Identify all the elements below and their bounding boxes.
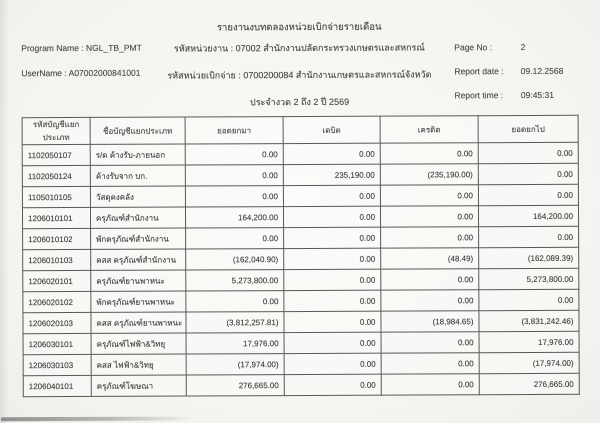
table-row — [22, 184, 578, 207]
account-code-cell: 1206030103 — [23, 354, 91, 375]
report-date-line — [454, 66, 563, 76]
table-row — [23, 226, 579, 249]
report-meta-left — [21, 43, 142, 94]
amount-cell: (17,974.00) — [479, 352, 579, 373]
account-code-cell: 1206010102 — [23, 228, 91, 249]
account-code-cell: 1206010101 — [22, 207, 90, 228]
account-name-cell: ครุภัณฑ์สำนักงาน — [90, 207, 185, 228]
table-row — [22, 205, 578, 228]
amount-cell: 0.00 — [380, 143, 478, 164]
amount-cell: 5,273,800.00 — [479, 268, 579, 289]
account-code-cell: 1206020102 — [23, 291, 91, 312]
account-code-cell: 1206010103 — [23, 249, 91, 270]
account-name-cell: ร/ด ค้างรับ-ภายนอก — [90, 144, 185, 165]
report-date-label: Report date : — [454, 66, 504, 77]
amount-cell: 0.00 — [381, 269, 479, 290]
column-header: รหัสบัญชีแยกประเภท — [22, 117, 90, 144]
amount-cell: 0.00 — [185, 144, 283, 165]
amount-cell: 0.00 — [380, 206, 478, 227]
amount-cell: (3,831,242.46) — [479, 310, 579, 331]
column-header: เครดิต — [380, 116, 478, 143]
amount-cell: 0.00 — [284, 290, 381, 311]
account-code-cell: 1105010105 — [22, 186, 90, 207]
page-no-value: 2 — [520, 42, 526, 53]
amount-cell: 0.00 — [185, 165, 283, 186]
report-time-value: 09:45:31 — [520, 89, 554, 101]
amount-cell: 5,273,800.00 — [186, 270, 284, 291]
amount-cell: 276,665.00 — [479, 373, 579, 394]
account-code-cell: 1102050124 — [22, 165, 90, 186]
column-header: ยอดยกมา — [185, 117, 283, 144]
period-line: ประจำงวด 2 ถึง 2 ปี 2569 — [249, 96, 350, 108]
report-time-line — [454, 90, 563, 100]
table-row — [22, 142, 578, 165]
amount-cell: 0.00 — [284, 374, 381, 395]
table-row — [23, 352, 579, 375]
table-row — [23, 268, 579, 291]
report-time-label: Report time : — [454, 90, 504, 101]
scan-edge-artifact — [1, 416, 196, 421]
amount-cell: 0.00 — [284, 269, 381, 290]
amount-cell: 0.00 — [381, 290, 479, 311]
table-row — [23, 247, 579, 270]
amount-cell: (48.49) — [381, 248, 479, 269]
username-label: UserName : — [21, 68, 67, 79]
amount-cell: 0.00 — [283, 206, 380, 227]
table-row — [23, 373, 579, 396]
amount-cell: 0.00 — [284, 311, 381, 332]
page-no-label: Page No : — [454, 42, 493, 53]
amount-cell: (162,040.90) — [186, 249, 284, 270]
amount-cell: 0.00 — [478, 184, 578, 205]
amount-cell: 0.00 — [284, 353, 381, 374]
amount-cell: 0.00 — [186, 228, 284, 249]
amount-cell: 0.00 — [185, 186, 283, 207]
account-name-cell: วัสดุคงคลัง — [90, 186, 185, 207]
disbursement-unit-line: รหัสหน่วยเบิกจ่าย : 0700200084 สำนักงานเกษตรและสหกรณ์จังหวัด — [167, 69, 432, 81]
account-name-cell: ครุภัณฑ์โฆษณา — [91, 375, 186, 396]
amount-cell: (18,984.65) — [381, 311, 479, 332]
page-no-line — [454, 42, 563, 52]
amount-cell: 0.00 — [381, 353, 479, 374]
program-name-line — [21, 43, 142, 54]
report-meta-center — [139, 40, 459, 122]
amount-cell: 17,976.00 — [479, 331, 579, 352]
account-name-cell: ครุภัณฑ์ไฟฟ้า&วิทยุ — [91, 333, 186, 354]
amount-cell: 276,665.00 — [186, 375, 284, 396]
table-row — [23, 310, 579, 333]
report-title: รายงานงบทดลองหน่วยเบิกจ่ายรายเดือน — [216, 21, 382, 34]
account-code-cell: 1206020101 — [23, 270, 91, 291]
program-name-value: NGL_TB_PMT — [85, 42, 142, 53]
account-name-cell: คสส ครุภัณฑ์สำนักงาน — [91, 249, 186, 270]
account-code-cell: 1206040101 — [23, 375, 91, 396]
amount-cell: (17,974.00) — [186, 354, 284, 375]
amount-cell: (235,190.00) — [380, 164, 478, 185]
table-row — [23, 289, 579, 312]
amount-cell: 0.00 — [284, 332, 381, 353]
amount-cell: 0.00 — [186, 291, 284, 312]
amount-cell: 164,200.00 — [478, 205, 578, 226]
column-header: เดบิต — [283, 116, 380, 143]
agency-line: รหัสหน่วยงาน : 07002 สำนักงานปลัดกระทรวงเกษตรและสหกรณ์ — [173, 42, 425, 54]
amount-cell: 0.00 — [381, 374, 479, 395]
trial-balance-table — [22, 115, 580, 397]
column-header: ชื่อบัญชีแยกประเภท — [90, 117, 185, 144]
table-header-row — [22, 115, 578, 144]
program-name-label: Program Name : — [21, 42, 84, 54]
account-name-cell: คสส ไฟฟ้า&วิทยุ — [91, 354, 186, 375]
amount-cell: 235,190.00 — [283, 164, 380, 185]
amount-cell: (3,812,257.81) — [186, 312, 284, 333]
account-name-cell: ค้างรับจาก บก. — [90, 165, 185, 186]
account-code-cell: 1206020103 — [23, 312, 91, 333]
username-line — [21, 68, 142, 79]
amount-cell: 0.00 — [381, 227, 479, 248]
amount-cell: 0.00 — [283, 143, 380, 164]
table-row — [22, 163, 578, 186]
account-name-cell: ครุภัณฑ์ยานพาหนะ — [91, 270, 186, 291]
amount-cell: 0.00 — [478, 163, 578, 184]
amount-cell: 0.00 — [479, 289, 579, 310]
account-name-cell: พักครุภัณฑ์สำนักงาน — [91, 228, 186, 249]
report-meta-right — [454, 42, 563, 114]
account-name-cell: คสส ครุภัณฑ์ยานพาหนะ — [91, 312, 186, 333]
column-header: ยอดยกไป — [478, 115, 578, 142]
username-value: A07002000841001 — [68, 67, 141, 79]
amount-cell: 0.00 — [381, 332, 479, 353]
amount-cell: 17,976.00 — [186, 333, 284, 354]
amount-cell: 0.00 — [479, 226, 579, 247]
amount-cell: 164,200.00 — [185, 207, 283, 228]
account-name-cell: พักครุภัณฑ์ยานพาหนะ — [91, 291, 186, 312]
amount-cell: (162,089.39) — [479, 247, 579, 268]
table-row — [23, 331, 579, 354]
account-code-cell: 1206030101 — [23, 333, 91, 354]
amount-cell: 0.00 — [380, 185, 478, 206]
report-date-value: 09.12.2568 — [520, 65, 564, 77]
amount-cell: 0.00 — [284, 248, 381, 269]
amount-cell: 0.00 — [283, 185, 380, 206]
amount-cell: 0.00 — [478, 142, 578, 163]
account-code-cell: 1102050107 — [22, 144, 90, 165]
amount-cell: 0.00 — [284, 227, 381, 248]
